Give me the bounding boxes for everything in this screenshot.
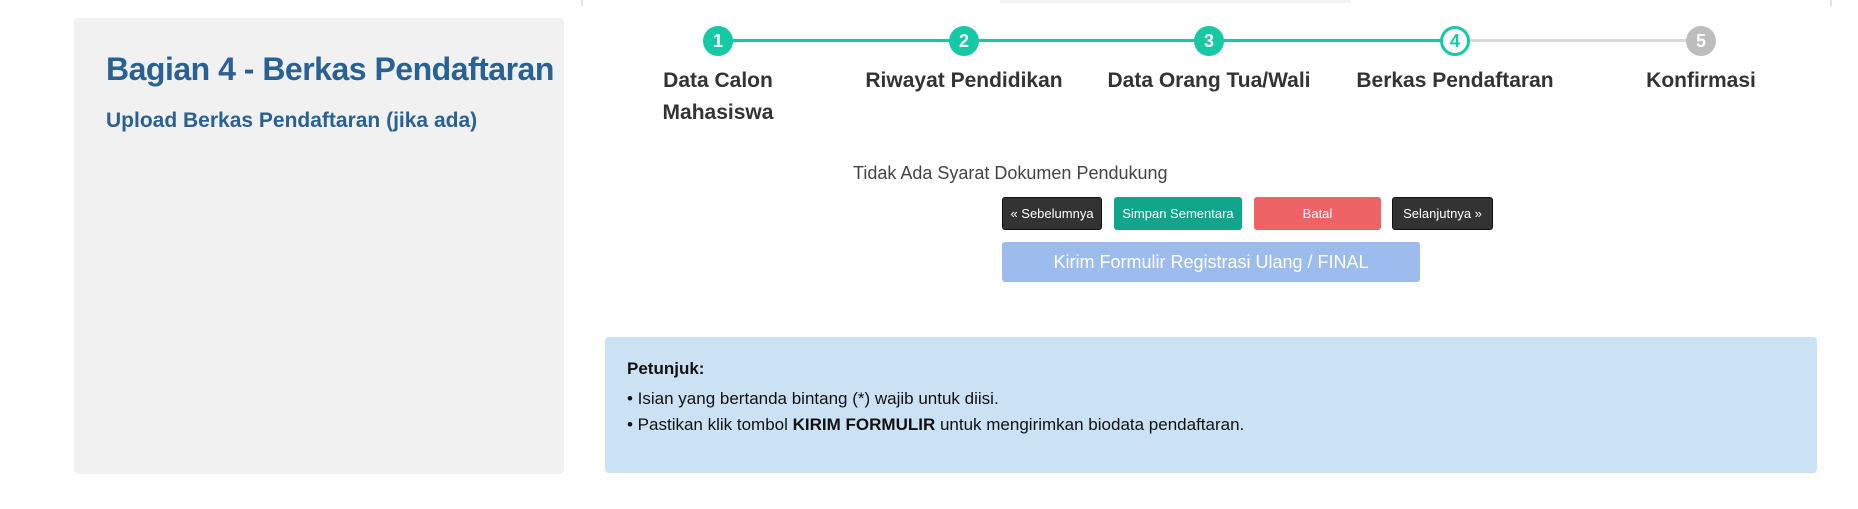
next-button[interactable]: Selanjutnya » xyxy=(1392,197,1493,230)
step-1-label[interactable]: Data Calon Mahasiswa xyxy=(662,69,774,124)
step-1-dot[interactable]: 1 xyxy=(703,26,733,56)
cancel-button[interactable]: Batal xyxy=(1254,197,1381,230)
instructions-box xyxy=(605,337,1817,473)
instruction-text: • Pastikan klik tombol xyxy=(627,415,793,434)
column-divider-right xyxy=(1830,0,1832,6)
section-subtitle: Upload Berkas Pendaftaran (jika ada) xyxy=(106,109,478,132)
instruction-emphasis: KIRIM FORMULIR xyxy=(792,415,936,434)
step-2-dot[interactable]: 2 xyxy=(949,26,979,56)
step-connector-3-4 xyxy=(1209,39,1455,42)
step-3-dot[interactable]: 3 xyxy=(1194,26,1224,56)
step-2-label[interactable]: Riwayat Pendidikan xyxy=(865,69,1063,92)
instructions-title: Petunjuk: xyxy=(627,359,705,378)
save-draft-button[interactable]: Simpan Sementara xyxy=(1114,197,1242,230)
progress-stepper xyxy=(600,20,1840,130)
column-divider-left xyxy=(581,0,583,6)
instruction-item: • Isian yang bertanda bintang (*) wajib untuk diisi. xyxy=(627,389,999,408)
section-title: Bagian 4 - Berkas Pendaftaran xyxy=(106,51,554,87)
instruction-text: untuk mengirimkan biodata pendaftaran. xyxy=(935,415,1245,434)
step-connector-1-2 xyxy=(718,39,964,42)
step-4-label[interactable]: Berkas Pendaftaran xyxy=(1356,69,1554,92)
instruction-item xyxy=(627,412,1795,438)
no-documents-message: Tidak Ada Syarat Dokumen Pendukung xyxy=(853,163,1168,183)
top-divider xyxy=(1000,0,1350,3)
step-connector-4-5 xyxy=(1455,39,1701,42)
step-5-dot[interactable]: 5 xyxy=(1686,26,1716,56)
step-3-label[interactable]: Data Orang Tua/Wali xyxy=(1107,69,1311,92)
step-5-label[interactable]: Konfirmasi xyxy=(1646,69,1756,92)
previous-button[interactable]: « Sebelumnya xyxy=(1002,197,1102,230)
submit-final-button[interactable]: Kirim Formulir Registrasi Ulang / FINAL xyxy=(1002,242,1420,282)
step-connector-2-3 xyxy=(964,39,1209,42)
step-4-dot[interactable]: 4 xyxy=(1440,26,1470,56)
section-sidebar xyxy=(74,18,564,474)
